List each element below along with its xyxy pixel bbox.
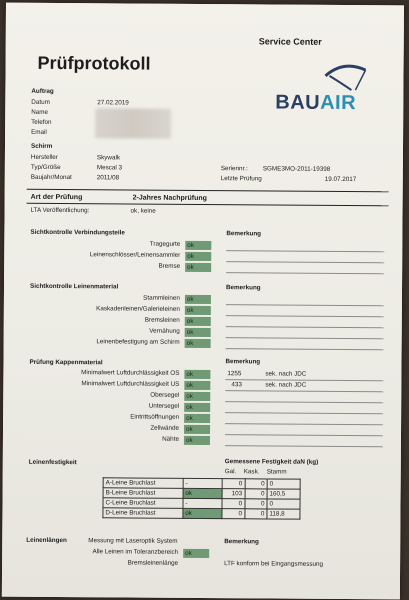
table-cell-kask: 0 <box>245 489 267 499</box>
datum-value: 27.02.2019 <box>97 99 129 107</box>
table-cell-status: ok <box>183 488 222 498</box>
row-label-kaskadenleinen: Kaskadenleinen/Galerieleinen <box>96 305 180 313</box>
telefon-label: Telefon <box>31 118 52 126</box>
row-label-obersegel: Obersegel <box>150 391 180 399</box>
logo-text-bau: BAU <box>275 91 321 114</box>
table-cell-kask: 0 <box>245 509 267 519</box>
luft-us-value: 433 <box>231 381 242 389</box>
status-ok: ok <box>184 403 210 412</box>
art-pruefung-value: 2-Jahres Nachprüfung <box>132 194 207 203</box>
table-cell-kask: 0 <box>245 479 267 489</box>
remark-line <box>226 315 384 317</box>
table-cell-label: C-Leine Bruchlast <box>103 498 183 509</box>
remark-line <box>225 434 383 436</box>
table-cell-kask: 0 <box>245 499 267 509</box>
table-cell-gal: 0 <box>222 479 244 489</box>
status-ok: ok <box>185 306 211 315</box>
status-ok: ok <box>185 241 211 250</box>
hersteller-label: Hersteller <box>30 153 58 161</box>
table-cell-status: - <box>183 498 222 508</box>
row-label-leinenbefestigung: Leinenbefestigung am Schirm <box>96 338 180 346</box>
last-check-label: Letzte Prüfung <box>220 175 262 183</box>
leinenlaengen-remark-value: LTF konform bei Eingangsmessung <box>224 560 324 568</box>
table-cell-label: D-Leine Bruchlast <box>103 508 183 519</box>
row-label-toleranzbereich: Alle Leinen im Toleranzbereich <box>92 548 179 556</box>
page-title: Prüfprotokoll <box>37 52 151 74</box>
status-ok: ok <box>184 414 210 423</box>
status-ok: ok <box>184 370 210 379</box>
email-label: Email <box>31 128 47 136</box>
kappenmaterial-heading: Prüfung Kappenmaterial <box>29 358 103 367</box>
luft-os-value: 1255 <box>227 370 242 378</box>
remark-line <box>226 326 384 328</box>
leinenlaengen-heading: Leinenlängen <box>26 536 67 545</box>
typ-label: Typ/Größe <box>30 163 61 171</box>
row-label-stammleinen: Stammleinen <box>143 294 180 302</box>
remark-line <box>226 337 384 339</box>
remark-line <box>226 261 384 263</box>
name-label: Name <box>31 108 49 116</box>
status-ok: ok <box>184 436 210 445</box>
auftrag-heading: Auftrag <box>31 87 54 95</box>
row-label-bremsleinen: Bremsleinen <box>144 316 180 324</box>
kappenmaterial-remark-label: Bemerkung <box>225 358 261 366</box>
row-label-luft-us: Minimalwert Luftdurchlässigkeit US <box>81 380 180 388</box>
status-ok: ok <box>185 252 211 261</box>
row-label-eintrittsoeffnungen: Eintrittsöffnungen <box>130 413 180 421</box>
table-cell-stamm: 0 <box>267 499 300 509</box>
row-label-leinenschloesser: Leinenschlösser/Leinensammler <box>89 251 181 259</box>
lta-value: ok, keine <box>130 207 156 215</box>
status-ok: ok <box>184 425 210 434</box>
status-ok: ok <box>185 263 211 272</box>
row-label-zellwaende: Zellwände <box>150 424 180 432</box>
remark-line <box>226 348 384 350</box>
table-row <box>103 508 300 519</box>
leinenlaengen-remark-label: Bemerkung <box>224 538 259 546</box>
hersteller-value: Skywalk <box>96 154 121 162</box>
art-pruefung-label: Art der Prüfung <box>30 193 83 202</box>
row-label-bremsleinenlaenge: Bremsleinenlänge <box>127 559 179 567</box>
leinenfestigkeit-heading: Leinenfestigkeit <box>28 458 77 467</box>
serial-value: SGME3MO-2011-19398 <box>262 165 331 173</box>
col-kask: Kask. <box>243 468 260 476</box>
datum-label: Datum <box>31 98 50 106</box>
table-cell-gal: 0 <box>222 509 244 519</box>
measured-strength-label: Gemessene Festigkeit daN (kg) <box>224 458 319 466</box>
table-cell-gal: 0 <box>222 499 244 509</box>
row-label-naehte: Nähte <box>162 435 179 443</box>
leinenmaterial-heading: Sichtkontrolle Leinenmaterial <box>30 282 119 291</box>
logo-text-air: AIR <box>320 91 357 115</box>
document-sheet <box>2 3 404 600</box>
luft-os-remark: sek. nach JDC <box>265 370 307 378</box>
lta-label: LTA Veröffentlichung: <box>30 206 90 215</box>
divider <box>27 203 389 207</box>
schirm-heading: Schirm <box>30 142 53 150</box>
table-cell-stamm: 0 <box>267 479 300 489</box>
col-stamm: Stamm <box>266 468 287 476</box>
remark-line <box>225 423 383 425</box>
strength-table <box>102 477 300 519</box>
verbindungsteile-remark-label: Bemerkung <box>226 230 262 238</box>
status-ok: ok <box>183 549 209 558</box>
verbindungsteile-heading: Sichtkontrolle Verbindungsteile <box>30 228 125 237</box>
table-cell-stamm: 160,5 <box>267 489 300 499</box>
remark-line <box>225 390 383 392</box>
status-ok: ok <box>185 317 211 326</box>
divider <box>27 189 389 193</box>
row-label-luft-os: Minimalwert Luftdurchlässigkeit OS <box>81 369 180 377</box>
remark-line <box>226 304 384 306</box>
remark-line <box>225 445 383 447</box>
row-label-untersegel: Untersegel <box>148 402 180 410</box>
service-center-label: Service Center <box>258 36 322 47</box>
table-cell-status: - <box>183 478 222 488</box>
remark-line <box>225 412 383 414</box>
status-ok: ok <box>185 295 211 304</box>
leinenmaterial-remark-label: Bemerkung <box>225 284 261 292</box>
table-cell-stamm: 118,8 <box>267 509 300 519</box>
serial-label: Seriennr.: <box>220 165 248 173</box>
measurement-method: Messung mit Laseroptik System <box>88 537 178 545</box>
table-cell-status: ok <box>183 508 222 518</box>
col-gal: Gal. <box>224 468 237 476</box>
status-ok: ok <box>185 328 211 337</box>
luft-us-remark: sek. nach JDC <box>265 381 307 389</box>
table-cell-label: A-Leine Bruchlast <box>103 478 183 489</box>
redacted-personal-data <box>95 108 171 139</box>
status-ok: ok <box>184 392 210 401</box>
status-ok: ok <box>184 381 210 390</box>
remark-line <box>225 401 383 403</box>
row-label-vernaehung: Vernähung <box>149 327 180 335</box>
row-label-tragegurte: Tragegurte <box>149 240 181 248</box>
last-check-value: 19.07.2017 <box>324 175 357 184</box>
remark-line <box>226 250 384 252</box>
table-cell-gal: 103 <box>222 489 244 499</box>
status-ok: ok <box>185 339 211 348</box>
table-cell-label: B-Leine Bruchlast <box>103 488 183 499</box>
typ-value: Mescal 3 <box>96 164 123 172</box>
baujahr-label: Baujahr/Monat <box>30 173 72 182</box>
row-label-bremse: Bremse <box>158 262 181 270</box>
remark-line <box>226 272 384 274</box>
bauair-logo <box>273 59 383 115</box>
baujahr-value: 2011/08 <box>96 174 120 182</box>
